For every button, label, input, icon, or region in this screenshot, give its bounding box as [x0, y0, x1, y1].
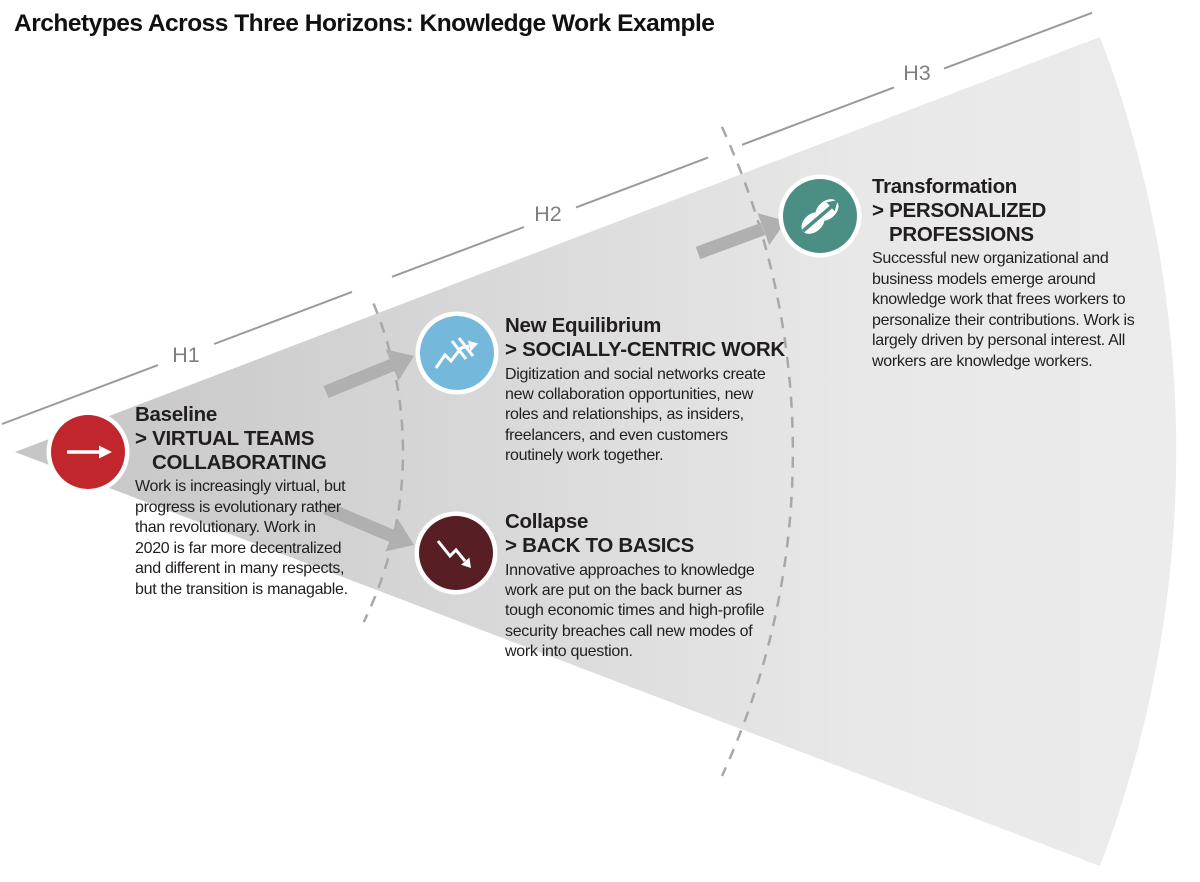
horizon-label-h2: H2 — [534, 202, 562, 226]
horizon-label-h3: H3 — [903, 61, 931, 85]
new-equilibrium-tagline: > SOCIALLY-CENTRIC WORK — [505, 337, 785, 361]
baseline-name: Baseline — [135, 403, 217, 426]
transformation-card — [872, 175, 1138, 372]
baseline-description: Work is increasingly virtual, but progress is evolutionary rather than revolutionary. Work in 2020 is far more decentralized and different in many respects, but the transition is managable. — [135, 478, 348, 598]
page-title: Archetypes Across Three Horizons: Knowledge Work Example — [14, 10, 715, 37]
new-equilibrium-description: Digitization and social networks create new collaboration opportunities, new roles and relationships, as insiders, freelancers, and even customers routinely work together. — [505, 365, 766, 465]
transformation-tagline: > PERSONALIZED PROFESSIONS — [872, 198, 1047, 246]
collapse-description: Innovative approaches to knowledge work are put on the back burner as tough economic times and high-profile security breaches call new modes of work into question. — [505, 561, 765, 661]
horizon-label-h1: H1 — [172, 343, 200, 367]
new-equilibrium-card — [505, 314, 787, 467]
collapse-name: Collapse — [505, 510, 589, 533]
transformation-description: Successful new organizational and business models emerge around knowledge work that frees workers to personalize their contributions. Work is largely driven by personal interest. All workers are knowledge workers. — [872, 250, 1135, 370]
transformation-name: Transformation — [872, 175, 1018, 198]
collapse-badge — [419, 516, 493, 590]
collapse-tagline: > BACK TO BASICS — [505, 533, 695, 557]
baseline-tagline: > VIRTUAL TEAMS COLLABORATING — [135, 426, 327, 474]
baseline-card — [135, 403, 350, 600]
new-equilibrium-name: New Equilibrium — [505, 314, 662, 337]
collapse-card — [505, 510, 777, 663]
